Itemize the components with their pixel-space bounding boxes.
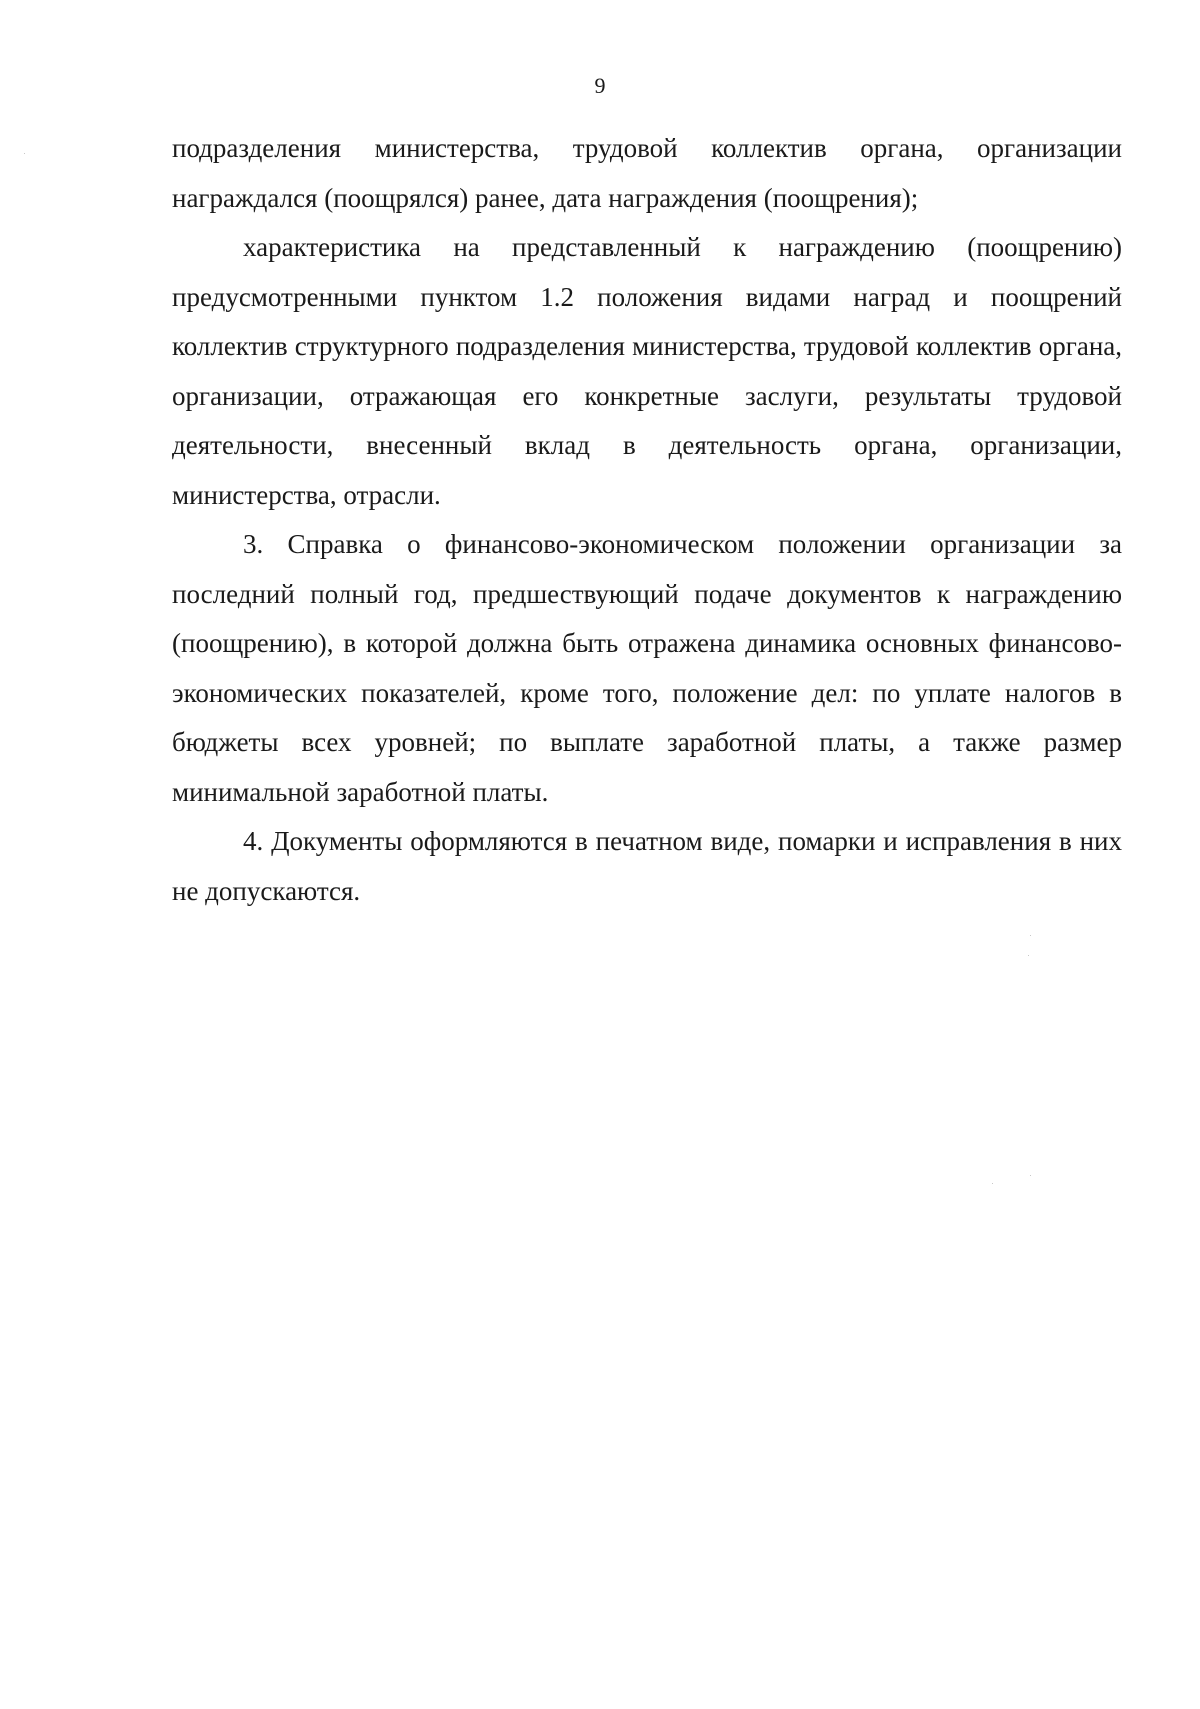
scan-speck: [1030, 935, 1031, 936]
page-number: 9: [594, 73, 606, 98]
scan-speck: [1028, 955, 1029, 956]
scan-speck: [24, 153, 25, 154]
paragraph-item-4: 4. Документы оформляются в печатном виде, помарки и исправления в них не допускаются.: [172, 826, 1122, 906]
paragraph-characteristic: характеристика на представленный к награждению (поощрению) предусмотренными пунктом 1.2 положения видами наград и поощрений коллектив структурного подразделения министерства, трудовой коллектив органа, организации, отражающая его конкретные заслуги, результаты трудовой деятельности, внесенный вклад в деятельность органа, организации, министерства, отрасли.: [172, 232, 1122, 510]
document-body: [172, 124, 1122, 916]
paragraph-continuation: подразделения министерства, трудовой коллектив органа, организации награждался (поощрялся) ранее, дата награждения (поощрения);: [172, 133, 1122, 213]
paragraph-item-3: 3. Справка о финансово-экономическом положении организации за последний полный год, предшествующий подаче документов к награждению (поощрению), в которой должна быть отражена динамика основных финансово-экономических показателей, кроме того, положение дел: по уплате налогов в бюджеты всех уровней; по выплате заработной платы, а также размер минимальной заработной платы.: [172, 529, 1122, 807]
scan-speck: [992, 1183, 993, 1184]
scan-speck: [1030, 1175, 1031, 1176]
